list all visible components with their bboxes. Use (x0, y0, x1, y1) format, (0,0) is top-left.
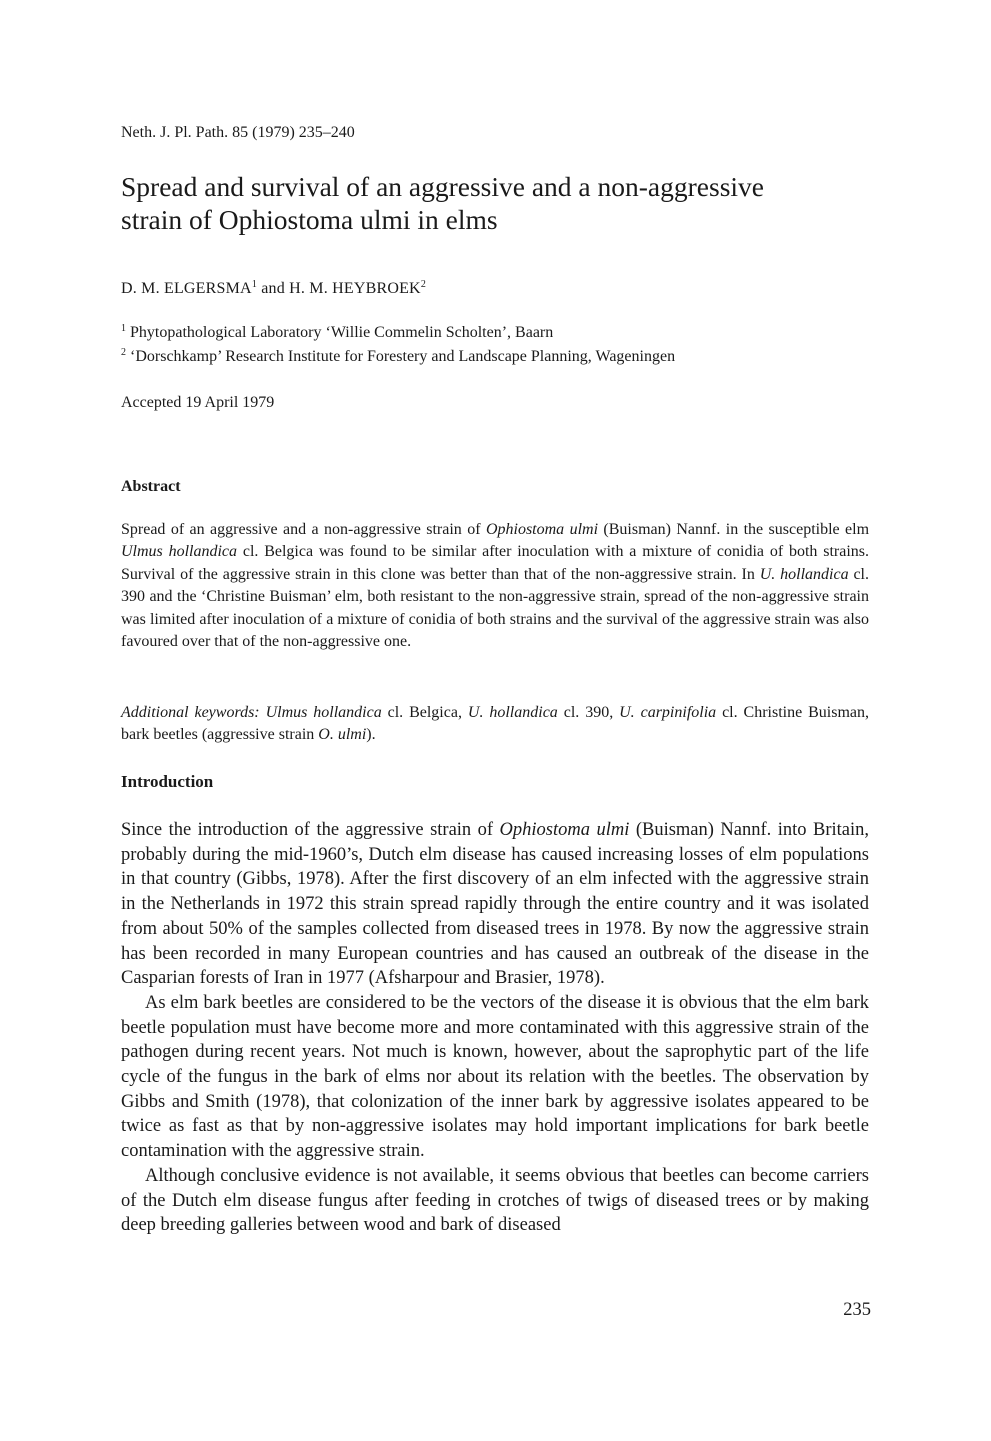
intro-paragraph-1 (121, 818, 869, 991)
affiliation-2-text: ‘Dorschkamp’ Research Institute for Forestery and Landscape Planning, Wageningen (130, 348, 676, 365)
abstract-species-name: U. hollandica (759, 565, 849, 583)
accepted-date: Accepted 19 April 1979 (121, 394, 275, 411)
abstract-segment: cl. Belgica was found to be similar after inoculation with a mixture of conidia of both strains. Survival of the aggressive strain in this clone was better than that of the non-aggressive strain. In (121, 543, 869, 583)
abstract-heading: Abstract (121, 478, 181, 495)
intro-segment: (Buisman) Nannf. into Britain, probably during the mid-1960’s, Dutch elm disease has caused increasing losses of elm populations in that country (Gibbs, 1978). After the first discovery of an elm infected with the aggressive strain in the Netherlands in 1972 this strain spread rapidly through the entire country and it was isolated from about 50% of the samples collected from diseased trees in 1978. By now the aggressive strain has been recorded in many European countries and has caused an outbreak of the disease in the Casparian forests of Iran in 1977 (Afsharpour and Brasier, 1978). (121, 820, 869, 989)
author-2: H. M. HEYBROEK (289, 280, 421, 297)
abstract-segment: (Buisman) Nannf. in the susceptible elm (598, 521, 870, 538)
intro-segment: Since the introduction of the aggressive strain of (121, 820, 500, 840)
journal-reference: Neth. J. Pl. Path. 85 (1979) 235–240 (121, 124, 355, 141)
abstract-segment: cl. 390 and the ‘Christine Buisman’ elm, both resistant to the non-aggressive strain, spread of the non-aggressive strain was limited after inoculation of a mixture of conidia of both strains and the survival of the aggressive strain was also favoured over that of the non-aggressive one. (121, 565, 869, 651)
additional-keywords (121, 702, 869, 747)
author-list (121, 280, 426, 298)
keyword-species: U. hollandica (467, 704, 558, 721)
keywords-label: Additional keywords: (121, 704, 260, 721)
introduction-body (121, 818, 869, 1238)
keyword-segment: cl. 390, (557, 704, 620, 721)
affiliation-1 (121, 324, 553, 342)
author-1: D. M. ELGERSMA (121, 280, 252, 297)
author-2-affiliation-mark: 2 (420, 279, 427, 290)
introduction-heading: Introduction (121, 772, 214, 791)
affiliation-2 (121, 348, 675, 366)
keyword-segment: cl. Christine Buisman, bark beetles (aggressive strain (121, 704, 870, 744)
author-conjunction: and (261, 280, 285, 297)
intro-paragraph-3: Although conclusive evidence is not available, it seems obvious that beetles can become carriers of the Dutch elm disease fungus after feeding in crotches of twigs of diseased trees or by making deep breeding galleries between wood and bark of diseased (121, 1165, 869, 1236)
abstract-text (121, 519, 869, 653)
author-1-affiliation-mark: 1 (251, 279, 258, 290)
paper-title (121, 170, 881, 236)
keyword-segment: cl. Belgica, (381, 704, 468, 721)
abstract-species-name: Ophiostoma ulmi (485, 521, 599, 538)
intro-species-name: Ophiostoma ulmi (499, 820, 630, 840)
affiliation-1-number: 1 (121, 323, 126, 334)
keyword-species: U. carpinifolia (619, 704, 717, 721)
title-line-2: strain of Ophiostoma ulmi in elms (121, 204, 498, 235)
keyword-segment: ). (366, 726, 376, 744)
keyword-species: Ulmus hollandica (265, 704, 382, 721)
affiliation-1-text: Phytopathological Laboratory ‘Willie Commelin Scholten’, Baarn (130, 324, 554, 341)
abstract-species-name: Ulmus hollandica (121, 543, 238, 561)
title-line-1: Spread and survival of an aggressive and a non-aggressive (121, 171, 764, 202)
affiliation-2-number: 2 (121, 347, 126, 358)
intro-paragraph-2: As elm bark beetles are considered to be the vectors of the disease it is obvious that the elm bark beetle population must have become more and more contaminated with this aggressive strain of the pathogen during recent years. Not much is known, however, about the saprophytic part of the life cycle of the fungus in the bark of elms nor about its relation with the beetles. The observation by Gibbs and Smith (1978), that colonization of the inner bark by aggressive isolates appeared to be twice as fast as that by non-aggressive isolates may hold important implications for bark beetle contamination with the aggressive strain. (121, 992, 869, 1162)
page-number: 235 (843, 1300, 871, 1320)
abstract-segment: Spread of an aggressive and a non-aggressive strain of (121, 521, 486, 538)
keyword-species: O. ulmi (318, 726, 367, 744)
